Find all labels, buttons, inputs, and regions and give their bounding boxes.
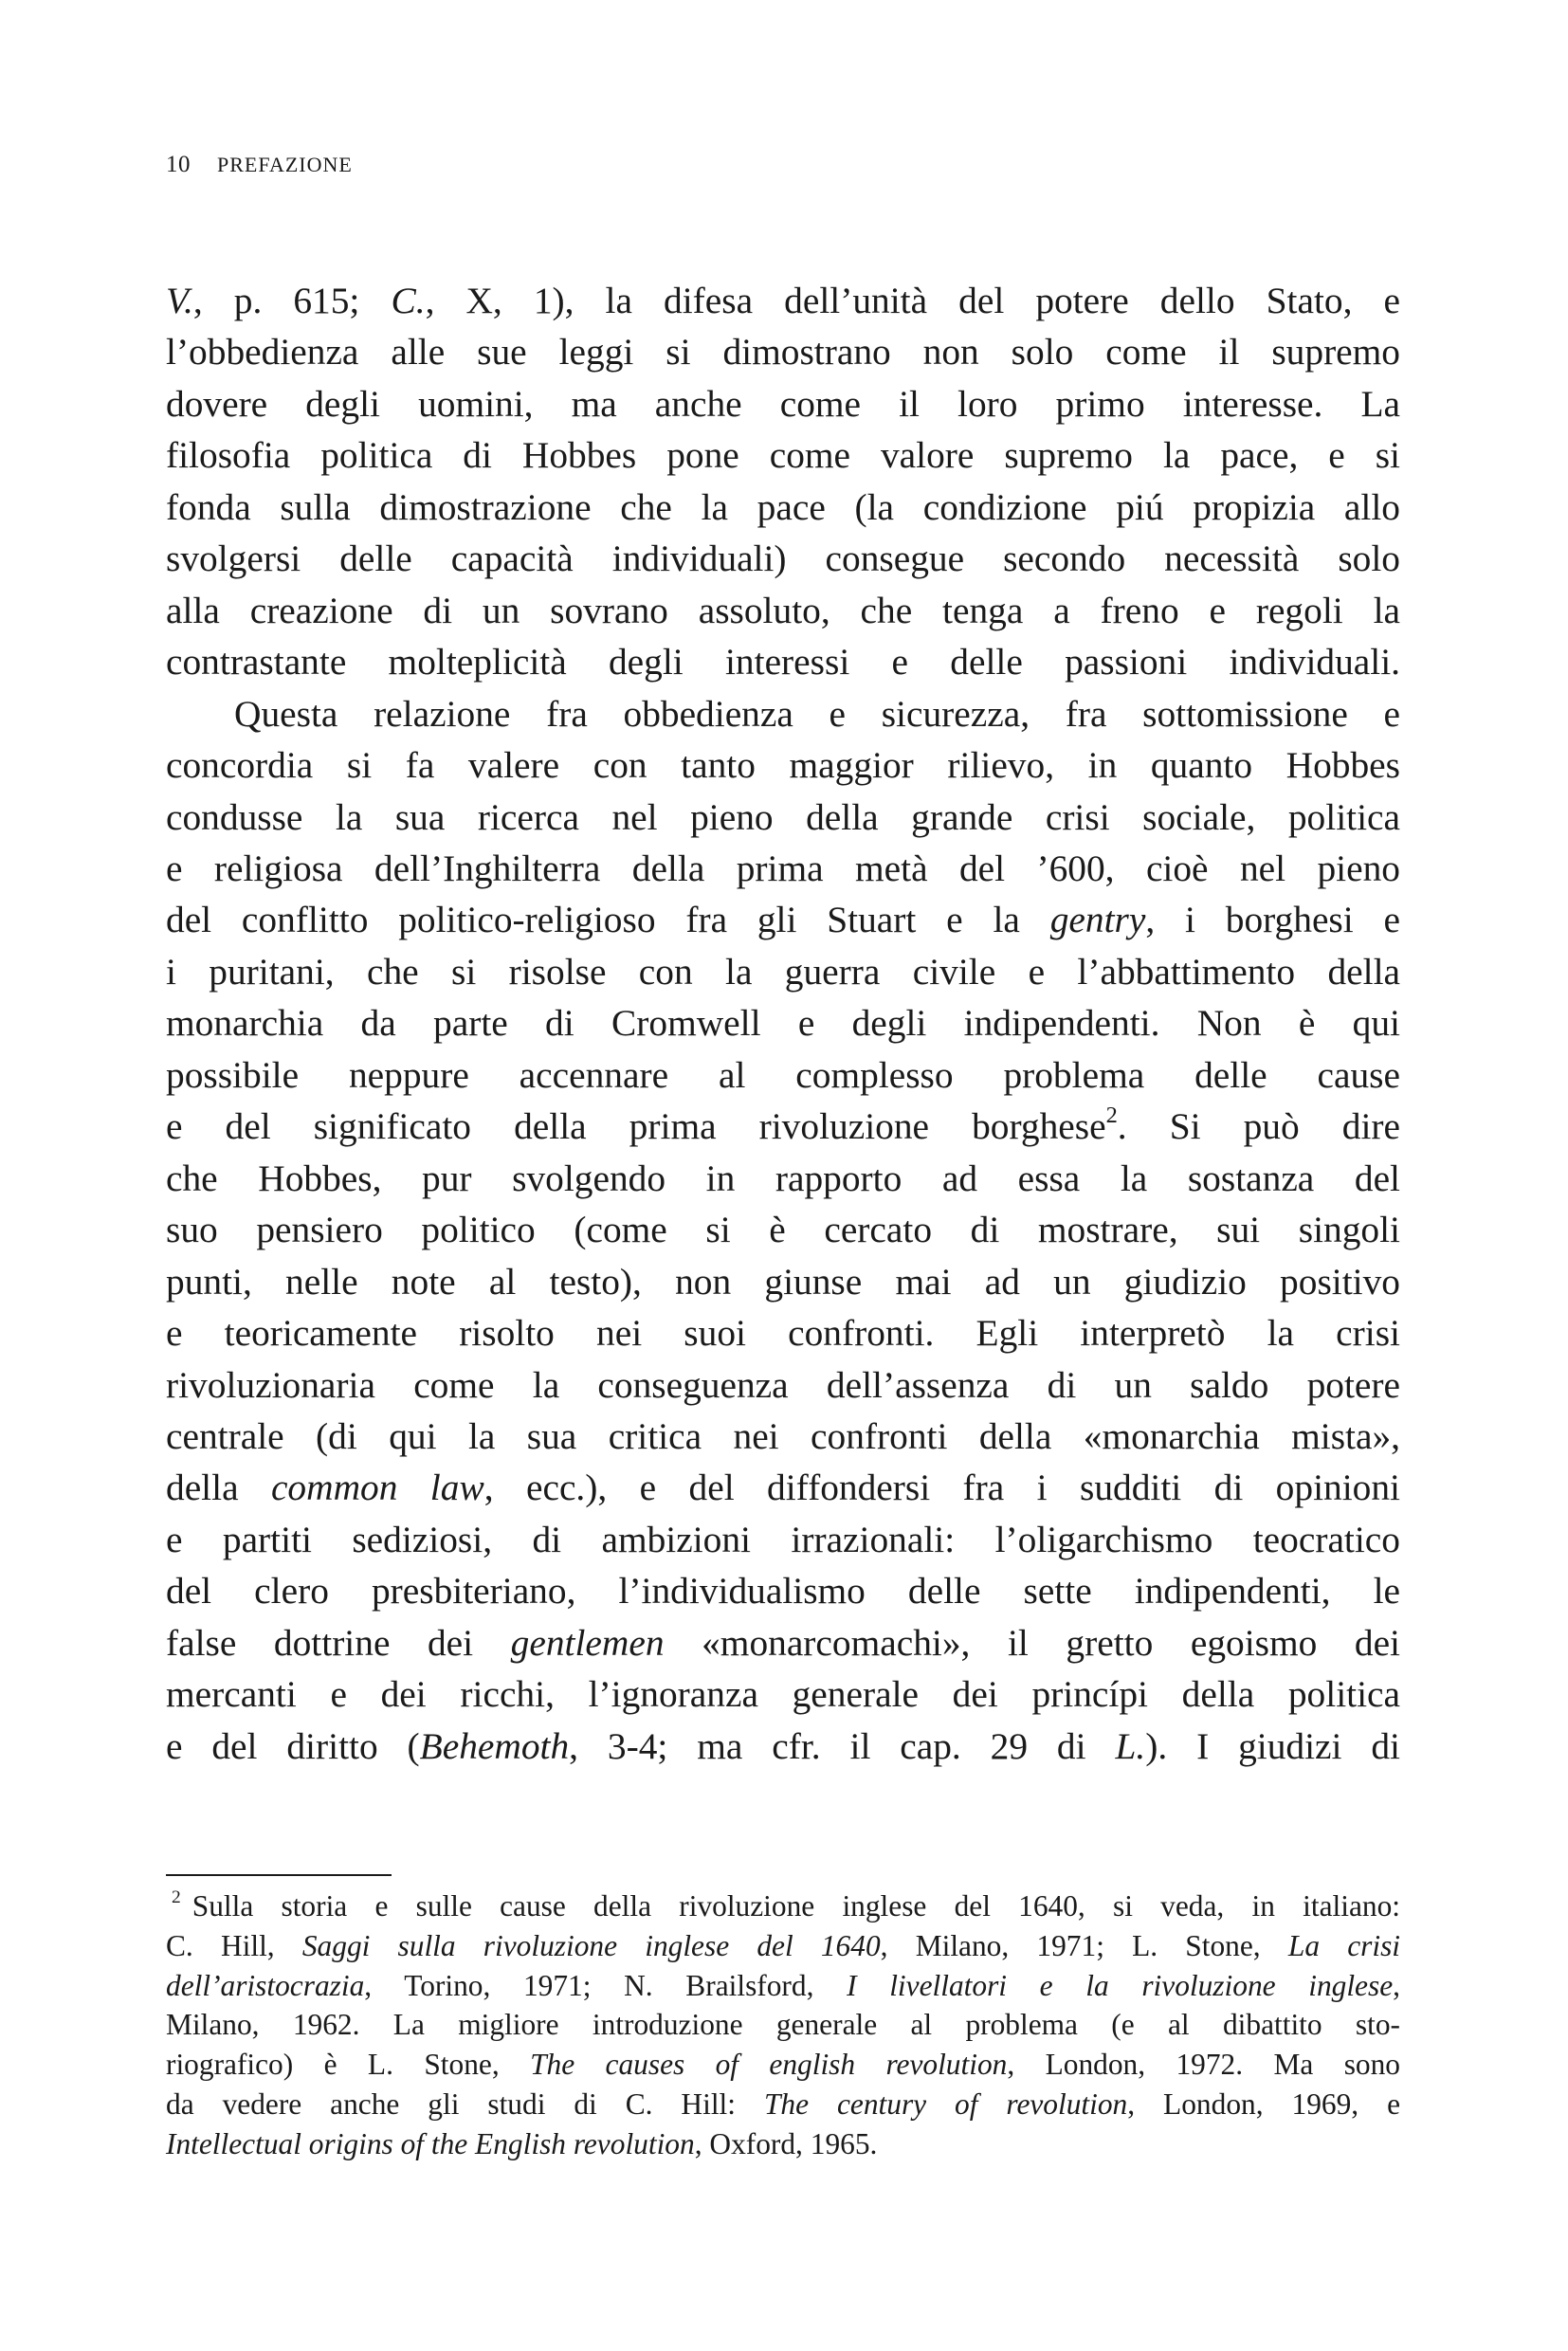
body-line: del clero presbiteriano, l’individualismo delle sette indipendenti, le: [166, 1570, 1400, 1613]
footnote-line: Intellectual origins of the English revolution, Oxford, 1965.: [166, 2126, 878, 2160]
footnote-line: Milano, 1962. La migliore introduzione generale al problema (e al dibattito sto-: [166, 2008, 1400, 2042]
body-line: punti, nelle note al testo), non giunse mai ad un giudizio positivo: [166, 1260, 1400, 1303]
body-line: che Hobbes, pur svolgendo in rapporto ad essa la sostanza del: [166, 1157, 1400, 1199]
footnote-line: $^2$ Sulla storia e sulle cause della rivoluzione inglese del 1640, si veda, in italiano:: [172, 1887, 1400, 1923]
body-line: Questa relazione fra obbedienza e sicurezza, fra sottomissione e: [234, 692, 1400, 735]
footnote: [166, 1886, 1400, 2164]
body-line: filosofia politica di Hobbes pone come valore supremo la pace, e si: [166, 434, 1400, 477]
body-line: fonda sulla dimostrazione che la pace (la condizione piú propizia allo: [166, 485, 1400, 528]
body-line: mercanti e dei ricchi, l’ignoranza generale dei princípi della politica: [166, 1673, 1400, 1716]
body-line: alla creazione di un sovrano assoluto, che tenga a freno e regoli la: [166, 589, 1400, 631]
body-line: i puritani, che si risolse con la guerra civile e l’abbattimento della: [166, 950, 1400, 993]
body-line: centrale (di qui la sua critica nei confronti della «monarchia mista»,: [166, 1414, 1400, 1457]
footnote-line: da vedere anche gli studi di C. Hill: The century of revolution, London, 1969, e: [166, 2087, 1400, 2121]
body-line: contrastante molteplicità degli interessi e delle passioni individuali.: [166, 641, 1400, 683]
footnote-number: 2: [172, 1887, 181, 1908]
body-line: possibile neppure accennare al complesso problema delle cause: [166, 1053, 1400, 1096]
body-line: rivoluzionaria come la conseguenza dell’assenza di un saldo potere: [166, 1363, 1400, 1406]
body-line: e del diritto (Behemoth, 3-4; ma cfr. il cap. 29 di L.). I giudizi di: [166, 1724, 1400, 1767]
footnote-divider: [166, 1874, 392, 1876]
page-number: 10: [166, 152, 191, 177]
body-line: e del significato della prima rivoluzione borghese$^2$. Si può dire: [166, 1103, 1400, 1148]
body-line: suo pensiero politico (come si è cercato di mostrare, sui singoli: [166, 1209, 1400, 1251]
body-line: V., p. 615; C., X, 1), la difesa dell’unità del potere dello Stato, e: [166, 280, 1400, 321]
body-line: del conflitto politico-religioso fra gli Stuart e la gentry, i borghesi e: [166, 899, 1400, 941]
body-line: condusse la sua ricerca nel pieno della grande crisi sociale, politica: [166, 795, 1400, 838]
body-line: l’obbedienza alle sue leggi si dimostrano non solo come il supremo: [166, 331, 1400, 374]
footnote-line: dell’aristocrazia, Torino, 1971; N. Brailsford, I livellatori e la rivoluzione inglese,: [166, 1968, 1400, 2002]
body-line: e teoricamente risolto nei suoi confronti. Egli interpretò la crisi: [166, 1312, 1400, 1355]
footnote-reference[interactable]: 2: [1105, 1103, 1118, 1129]
body-line: e partiti sediziosi, di ambizioni irrazionali: l’oligarchismo teocratico: [166, 1518, 1400, 1560]
body-line: false dottrine dei gentlemen «monarcomachi», il gretto egoismo dei: [166, 1621, 1400, 1664]
body-line: svolgersi delle capacità individuali) consegue secondo necessità solo: [166, 538, 1400, 580]
body-line: dovere degli uomini, ma anche come il loro primo interesse. La: [166, 382, 1400, 425]
footnote-line: riografico) è L. Stone, The causes of english revolution, London, 1972. Ma sono: [166, 2048, 1401, 2082]
body-line: della common law, ecc.), e del diffondersi fra i sudditi di opinioni: [166, 1467, 1400, 1509]
body-text: [166, 275, 1400, 1772]
body-line: concordia si fa valere con tanto maggior rilievo, in quanto Hobbes: [166, 744, 1400, 787]
running-title: PREFAZIONE: [217, 153, 353, 176]
body-line: e religiosa dell’Inghilterra della prima metà del ’600, cioè nel pieno: [166, 847, 1400, 889]
footnote-line: C. Hill, Saggi sulla rivoluzione inglese del 1640, Milano, 1971; L. Stone, La crisi: [166, 1928, 1401, 1962]
running-head: [166, 152, 353, 178]
body-line: monarchia da parte di Cromwell e degli indipendenti. Non è qui: [166, 1002, 1400, 1045]
